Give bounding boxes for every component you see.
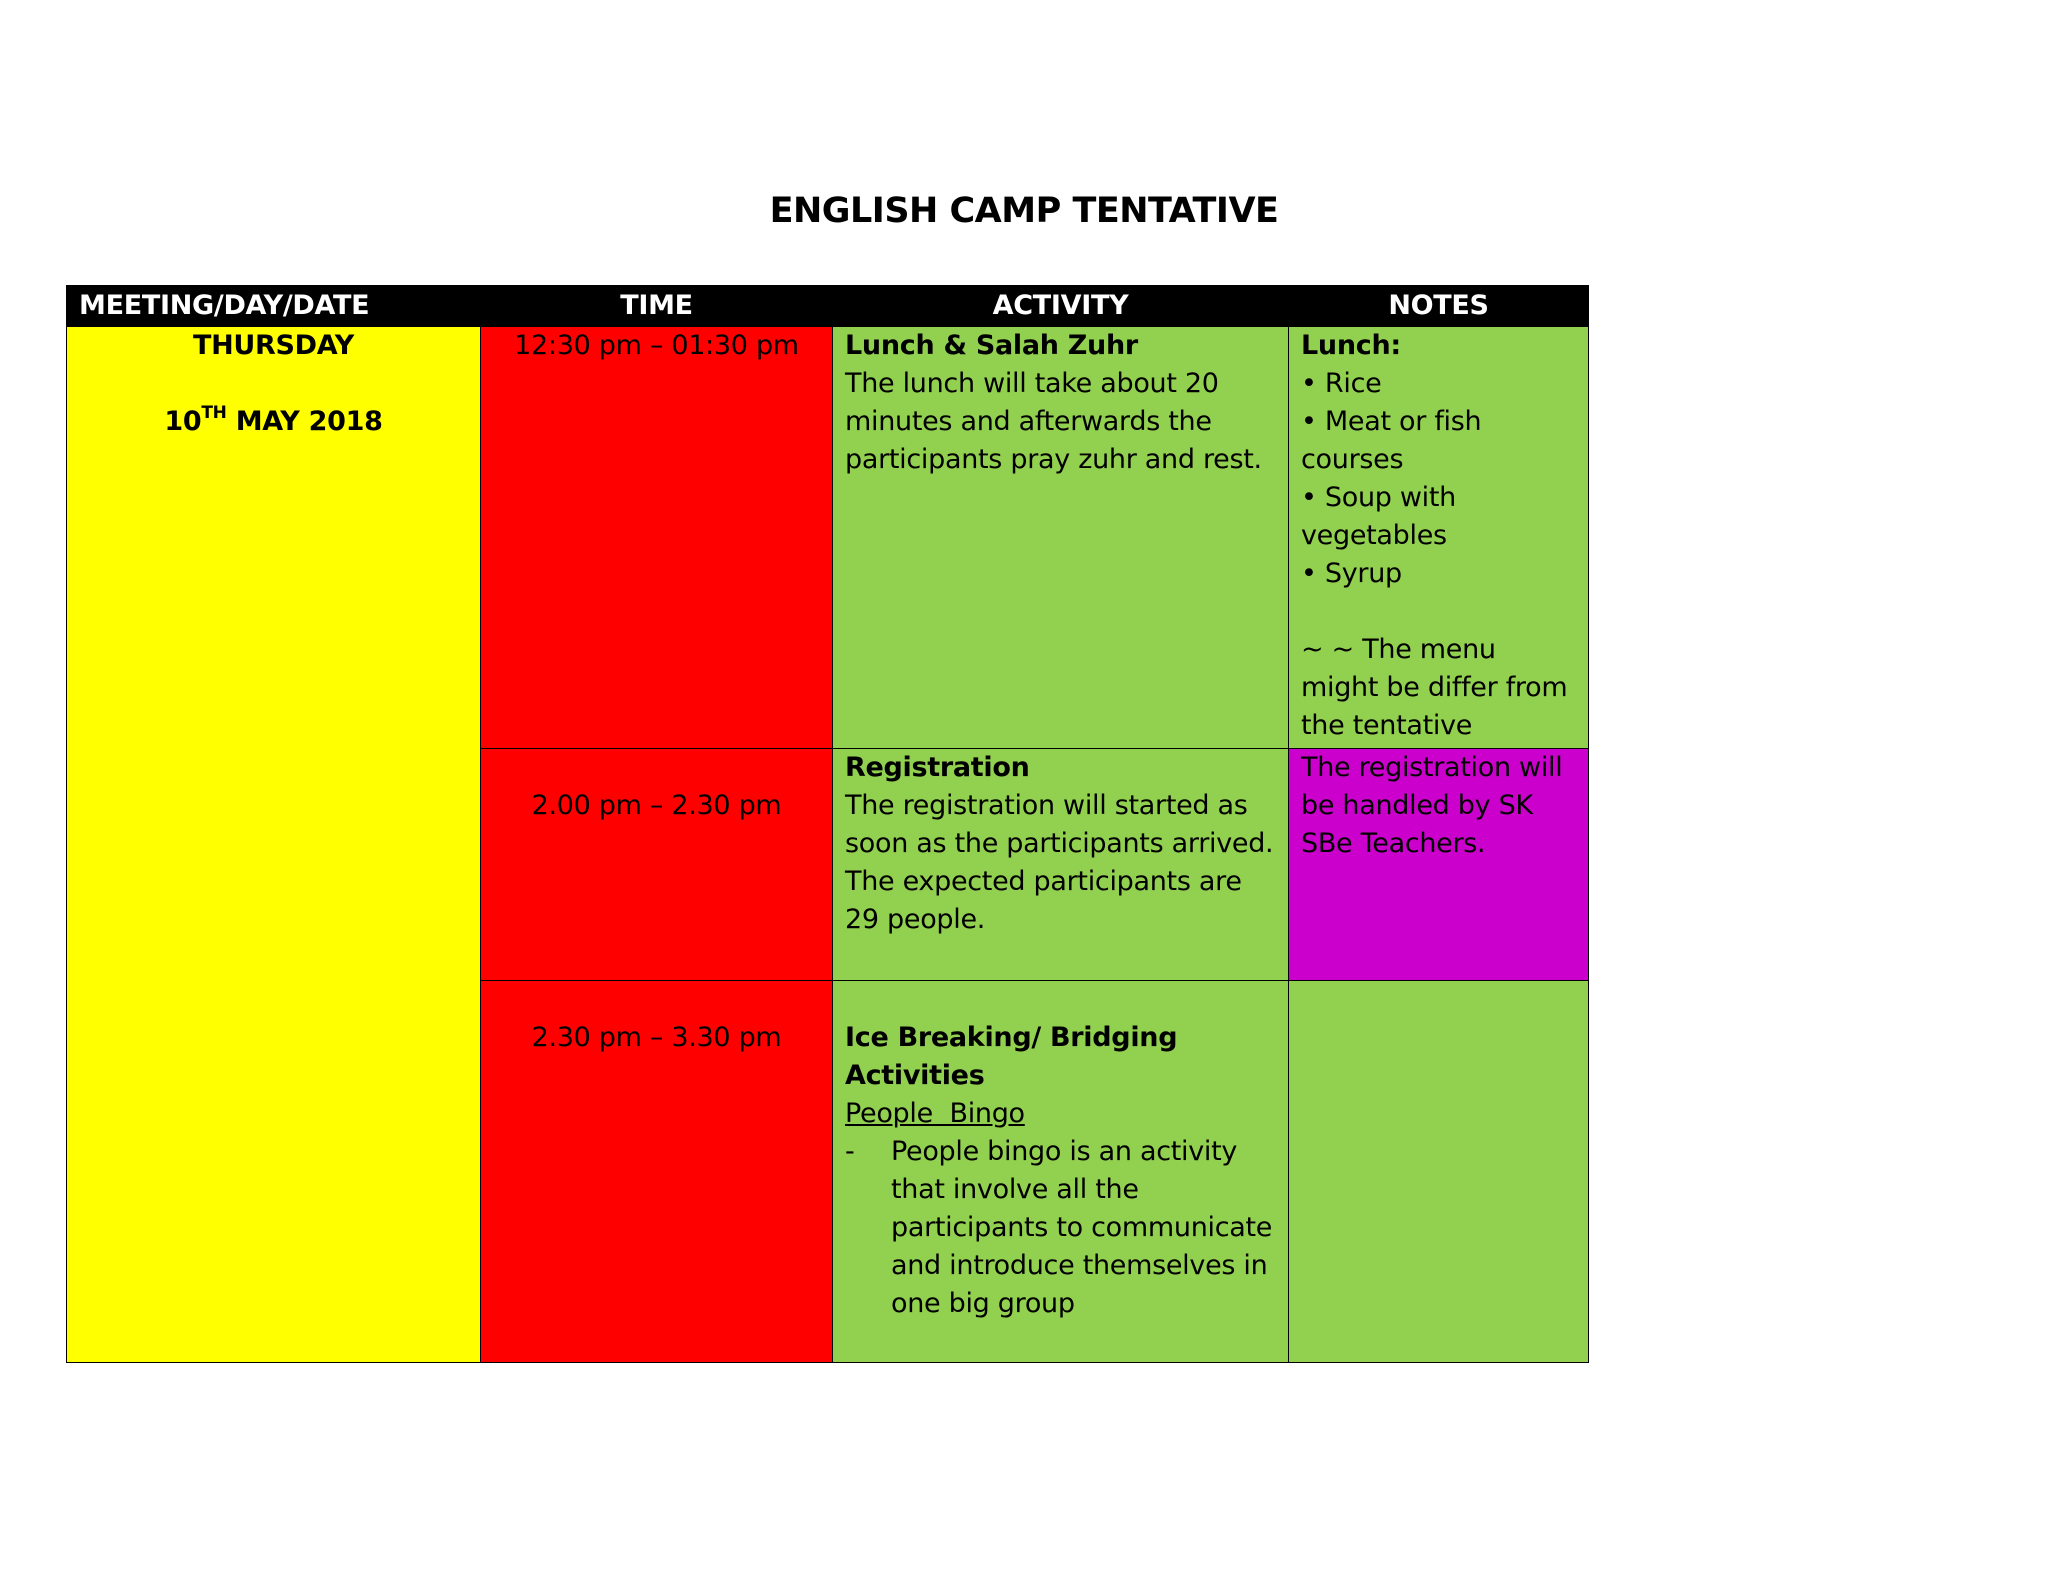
notes-item: • Soup with vegetables xyxy=(1301,482,1456,551)
notes-item: • Meat or fish courses xyxy=(1301,406,1482,475)
table-row xyxy=(67,327,1589,749)
activity-bullet-list xyxy=(845,1133,1276,1323)
notes-heading: Lunch: xyxy=(1301,330,1401,361)
bullet-text: People bingo is an activity that involve all the participants to communicate and introduce themselves in one big group xyxy=(891,1136,1273,1319)
header-meeting-day-date: MEETING/DAY/DATE xyxy=(67,286,481,327)
day-date-cell xyxy=(67,327,481,1363)
notes-item: • Rice xyxy=(1301,368,1382,399)
activity-cell xyxy=(833,749,1289,981)
activity-description: The registration will started as soon as the participants arrived. The expected participants are 29 people. xyxy=(845,790,1274,935)
notes-item: • Syrup xyxy=(1301,558,1402,589)
time-cell: 2.00 pm – 2.30 pm xyxy=(481,749,833,981)
activity-cell xyxy=(833,327,1289,749)
activity-subtitle: People Bingo xyxy=(845,1098,1025,1129)
notes-cell xyxy=(1289,981,1589,1363)
activity-title: Lunch & Salah Zuhr xyxy=(845,330,1138,361)
header-activity: ACTIVITY xyxy=(833,286,1289,327)
activity-description: The lunch will take about 20 minutes and afterwards the participants pray zuhr and rest. xyxy=(845,368,1262,475)
activity-title: Ice Breaking/ Bridging Activities xyxy=(845,1022,1178,1091)
notes-cell xyxy=(1289,327,1589,749)
activity-title: Registration xyxy=(845,752,1030,783)
table-header-row xyxy=(67,286,1589,327)
dash-marker: - xyxy=(845,1136,855,1167)
header-time: TIME xyxy=(481,286,833,327)
notes-cell: The registration will be handled by SK SBe Teachers. xyxy=(1289,749,1589,981)
header-notes: NOTES xyxy=(1289,286,1589,327)
activity-cell xyxy=(833,981,1289,1363)
page-title: ENGLISH CAMP TENTATIVE xyxy=(769,191,1279,231)
schedule-table xyxy=(66,285,1589,1363)
time-cell: 2.30 pm – 3.30 pm xyxy=(481,981,833,1363)
weekday-label: THURSDAY xyxy=(192,330,355,361)
notes-footer: ~ ~ The menu might be differ from the tentative xyxy=(1301,634,1568,741)
time-cell: 12:30 pm – 01:30 pm xyxy=(481,327,833,749)
list-item xyxy=(845,1133,1276,1323)
date-label: 10TH MAY 2018 xyxy=(164,403,383,437)
